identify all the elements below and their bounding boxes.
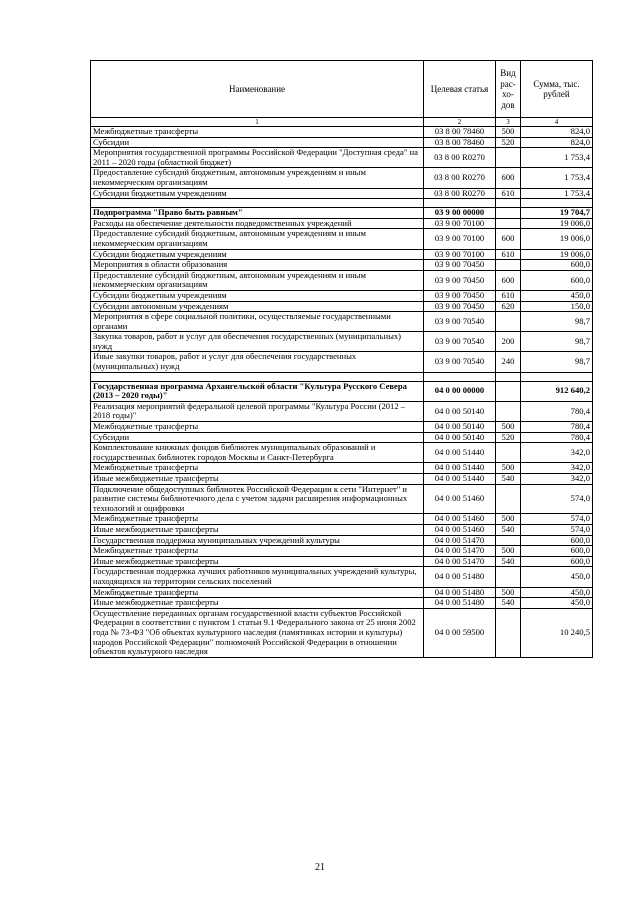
table-row	[91, 556, 593, 567]
row-target-article: 03 8 00 78460	[424, 137, 496, 148]
row-expense-type: 540	[496, 556, 521, 567]
row-amount: 98,7	[521, 352, 593, 372]
row-amount: 780,4	[521, 432, 593, 443]
row-expense-type: 540	[496, 474, 521, 485]
table-row	[91, 352, 593, 372]
table-row	[91, 484, 593, 514]
column-number: 4	[521, 118, 593, 127]
row-amount: 98,7	[521, 312, 593, 332]
row-target-article: 04 0 00 51460	[424, 514, 496, 525]
row-expense-type: 540	[496, 598, 521, 609]
row-name: Межбюджетные трансферты	[91, 514, 424, 525]
row-expense-type: 500	[496, 514, 521, 525]
table-row	[91, 598, 593, 609]
row-target-article: 03 9 00 70450	[424, 301, 496, 312]
row-name: Межбюджетные трансферты	[91, 546, 424, 557]
row-target-article: 04 0 00 50140	[424, 422, 496, 433]
row-target-article: 04 0 00 50140	[424, 432, 496, 443]
table-row	[91, 381, 593, 401]
page-number: 21	[315, 862, 325, 873]
row-expense-type: 500	[496, 422, 521, 433]
table-row	[91, 148, 593, 168]
row-name: Комплектование книжных фондов библиотек муниципальных образований и государственных библиотек городов Москвы и Санкт-Петербурга	[91, 443, 424, 463]
row-target-article: 03 9 00 70540	[424, 352, 496, 372]
row-target-article: 03 9 00 70100	[424, 249, 496, 260]
row-target-article: 03 8 00 R0270	[424, 188, 496, 199]
row-name: Межбюджетные трансферты	[91, 422, 424, 433]
row-expense-type: 500	[496, 546, 521, 557]
row-name: Расходы на обеспечение деятельности подведомственных учреждений	[91, 218, 424, 229]
row-target-article: 04 0 00 51480	[424, 598, 496, 609]
row-amount: 600,0	[521, 535, 593, 546]
row-amount: 574,0	[521, 484, 593, 514]
row-expense-type	[496, 218, 521, 229]
row-expense-type: 600	[496, 168, 521, 188]
row-name: Иные межбюджетные трансферты	[91, 598, 424, 609]
row-name: Субсидии бюджетным учреждениям	[91, 249, 424, 260]
column-number: 1	[91, 118, 424, 127]
table-row	[91, 229, 593, 249]
header-type: Вид рас- хо- дов	[496, 61, 521, 118]
row-target-article: 04 0 00 51470	[424, 556, 496, 567]
row-expense-type: 620	[496, 301, 521, 312]
row-target-article: 03 8 00 R0270	[424, 168, 496, 188]
spacer-cell	[496, 199, 521, 208]
row-name: Мероприятия в сфере социальной политики, осуществляемые государственными органами	[91, 312, 424, 332]
spacer-row	[91, 199, 593, 208]
header-sum: Сумма, тыс. рублей	[521, 61, 593, 118]
row-name: Субсидии автономным учреждениям	[91, 301, 424, 312]
table-row	[91, 535, 593, 546]
row-name: Субсидии	[91, 137, 424, 148]
row-amount: 342,0	[521, 443, 593, 463]
spacer-cell	[521, 372, 593, 381]
table-row	[91, 587, 593, 598]
budget-table	[90, 60, 593, 658]
row-target-article: 04 0 00 50140	[424, 401, 496, 421]
row-name: Предоставление субсидий бюджетным, автономным учреждениям и иным некоммерческим организациям	[91, 270, 424, 290]
spacer-row	[91, 372, 593, 381]
row-target-article: 03 9 00 70450	[424, 290, 496, 301]
row-expense-type	[496, 567, 521, 587]
row-target-article: 04 0 00 00000	[424, 381, 496, 401]
row-expense-type: 500	[496, 463, 521, 474]
row-expense-type	[496, 443, 521, 463]
row-expense-type: 540	[496, 524, 521, 535]
table-row	[91, 260, 593, 271]
table-row	[91, 168, 593, 188]
row-amount: 600,0	[521, 270, 593, 290]
table-row	[91, 567, 593, 587]
row-amount: 780,4	[521, 422, 593, 433]
row-amount: 450,0	[521, 587, 593, 598]
row-amount: 600,0	[521, 260, 593, 271]
row-name: Осуществление переданных органам государственной власти субъектов Российской Федерации в соответствии с пунктом 1 статьи 9.1 Федерального закона от 25 июня 2002 года № 73-ФЗ "Об объектах культурного наследия (памятниках истории и культуры) народов Российской Федерации" полномочий Российской Федерации в отношении объектов культурного наследия	[91, 608, 424, 657]
row-name: Реализация мероприятий федеральной целевой программы "Культура России (2012 – 2018 годы)"	[91, 401, 424, 421]
row-expense-type	[496, 381, 521, 401]
row-name: Межбюджетные трансферты	[91, 587, 424, 598]
row-expense-type	[496, 608, 521, 657]
table-row	[91, 208, 593, 219]
row-name: Подпрограмма "Право быть равным"	[91, 208, 424, 219]
row-name: Государственная поддержка муниципальных учреждений культуры	[91, 535, 424, 546]
row-target-article: 04 0 00 51480	[424, 587, 496, 598]
table-row	[91, 432, 593, 443]
row-target-article: 04 0 00 51470	[424, 546, 496, 557]
row-target-article: 04 0 00 51460	[424, 484, 496, 514]
row-expense-type: 240	[496, 352, 521, 372]
table-row	[91, 188, 593, 199]
row-target-article: 03 9 00 70540	[424, 312, 496, 332]
row-expense-type	[496, 208, 521, 219]
row-amount: 10 240,5	[521, 608, 593, 657]
row-expense-type: 600	[496, 270, 521, 290]
row-target-article: 03 9 00 00000	[424, 208, 496, 219]
row-target-article: 04 0 00 51460	[424, 524, 496, 535]
row-amount: 450,0	[521, 598, 593, 609]
column-number: 3	[496, 118, 521, 127]
row-name: Мероприятия государственной программы Российской Федерации "Доступная среда" на 2011 – 2020 годы (областной бюджет)	[91, 148, 424, 168]
table-body	[91, 127, 593, 658]
table-row	[91, 422, 593, 433]
row-name: Подключение общедоступных библиотек Российской Федерации к сети "Интернет" и развитие системы библиотечного дела с учетом задачи расширения информационных технологий и оцифровки	[91, 484, 424, 514]
row-name: Межбюджетные трансферты	[91, 127, 424, 138]
row-target-article: 03 9 00 70540	[424, 332, 496, 352]
table-row	[91, 546, 593, 557]
row-amount: 600,0	[521, 546, 593, 557]
row-target-article: 03 9 00 70450	[424, 260, 496, 271]
row-amount: 342,0	[521, 463, 593, 474]
row-target-article: 03 8 00 78460	[424, 127, 496, 138]
row-amount: 1 753,4	[521, 188, 593, 199]
row-amount: 19 006,0	[521, 229, 593, 249]
row-expense-type	[496, 312, 521, 332]
table-row	[91, 137, 593, 148]
row-expense-type: 610	[496, 188, 521, 199]
row-target-article: 03 8 00 R0270	[424, 148, 496, 168]
row-expense-type: 520	[496, 432, 521, 443]
row-target-article: 03 9 00 70100	[424, 218, 496, 229]
row-amount: 98,7	[521, 332, 593, 352]
row-amount: 19 006,0	[521, 218, 593, 229]
row-expense-type: 500	[496, 587, 521, 598]
table-row	[91, 127, 593, 138]
row-target-article: 04 0 00 51440	[424, 463, 496, 474]
table-row	[91, 249, 593, 260]
row-amount: 824,0	[521, 127, 593, 138]
row-target-article: 04 0 00 51480	[424, 567, 496, 587]
row-name: Межбюджетные трансферты	[91, 463, 424, 474]
table-row	[91, 524, 593, 535]
row-expense-type: 600	[496, 229, 521, 249]
row-name: Иные межбюджетные трансферты	[91, 474, 424, 485]
row-amount: 19 704,7	[521, 208, 593, 219]
row-amount: 19 006,0	[521, 249, 593, 260]
row-expense-type: 200	[496, 332, 521, 352]
table-row	[91, 401, 593, 421]
spacer-cell	[521, 199, 593, 208]
table-row	[91, 270, 593, 290]
spacer-cell	[91, 199, 424, 208]
row-name: Субсидии	[91, 432, 424, 443]
row-expense-type	[496, 148, 521, 168]
row-expense-type	[496, 484, 521, 514]
table-row	[91, 290, 593, 301]
spacer-cell	[424, 372, 496, 381]
header-name: Наименование	[91, 61, 424, 118]
row-name: Закупка товаров, работ и услуг для обеспечения государственных (муниципальных) нужд	[91, 332, 424, 352]
table-row	[91, 218, 593, 229]
header-code: Целевая статья	[424, 61, 496, 118]
row-name: Иные межбюджетные трансферты	[91, 556, 424, 567]
row-expense-type	[496, 535, 521, 546]
row-target-article: 04 0 00 51470	[424, 535, 496, 546]
row-name: Субсидии бюджетным учреждениям	[91, 188, 424, 199]
row-expense-type: 610	[496, 249, 521, 260]
row-amount: 600,0	[521, 556, 593, 567]
row-name: Предоставление субсидий бюджетным, автономным учреждениям и иным некоммерческим организациям	[91, 229, 424, 249]
table-row	[91, 443, 593, 463]
row-amount: 912 640,2	[521, 381, 593, 401]
row-expense-type: 520	[496, 137, 521, 148]
row-amount: 824,0	[521, 137, 593, 148]
row-amount: 1 753,4	[521, 168, 593, 188]
row-amount: 574,0	[521, 514, 593, 525]
row-name: Иные межбюджетные трансферты	[91, 524, 424, 535]
spacer-cell	[496, 372, 521, 381]
row-name: Государственная поддержка лучших работников муниципальных учреждений культуры, находящихся на территории сельских поселений	[91, 567, 424, 587]
table-row	[91, 301, 593, 312]
header-row	[91, 61, 593, 118]
column-number-row	[91, 118, 593, 127]
column-number: 2	[424, 118, 496, 127]
table-row	[91, 312, 593, 332]
row-target-article: 04 0 00 59500	[424, 608, 496, 657]
row-amount: 1 753,4	[521, 148, 593, 168]
row-amount: 342,0	[521, 474, 593, 485]
document-page	[90, 60, 592, 658]
table-row	[91, 514, 593, 525]
row-amount: 450,0	[521, 290, 593, 301]
table-row	[91, 608, 593, 657]
row-target-article: 03 9 00 70100	[424, 229, 496, 249]
row-amount: 780,4	[521, 401, 593, 421]
row-amount: 150,0	[521, 301, 593, 312]
row-target-article: 04 0 00 51440	[424, 474, 496, 485]
row-amount: 574,0	[521, 524, 593, 535]
row-expense-type	[496, 401, 521, 421]
spacer-cell	[91, 372, 424, 381]
row-target-article: 04 0 00 51440	[424, 443, 496, 463]
spacer-cell	[424, 199, 496, 208]
row-amount: 450,0	[521, 567, 593, 587]
row-expense-type	[496, 260, 521, 271]
table-row	[91, 332, 593, 352]
row-expense-type: 500	[496, 127, 521, 138]
row-name: Субсидии бюджетным учреждениям	[91, 290, 424, 301]
row-name: Предоставление субсидий бюджетным, автономным учреждениям и иным некоммерческим организациям	[91, 168, 424, 188]
row-name: Иные закупки товаров, работ и услуг для обеспечения государственных (муниципальных) нужд	[91, 352, 424, 372]
table-row	[91, 474, 593, 485]
row-target-article: 03 9 00 70450	[424, 270, 496, 290]
row-expense-type: 610	[496, 290, 521, 301]
table-row	[91, 463, 593, 474]
row-name: Государственная программа Архангельской области "Культура Русского Севера (2013 – 2020 годы)"	[91, 381, 424, 401]
row-name: Мероприятия в области образования	[91, 260, 424, 271]
